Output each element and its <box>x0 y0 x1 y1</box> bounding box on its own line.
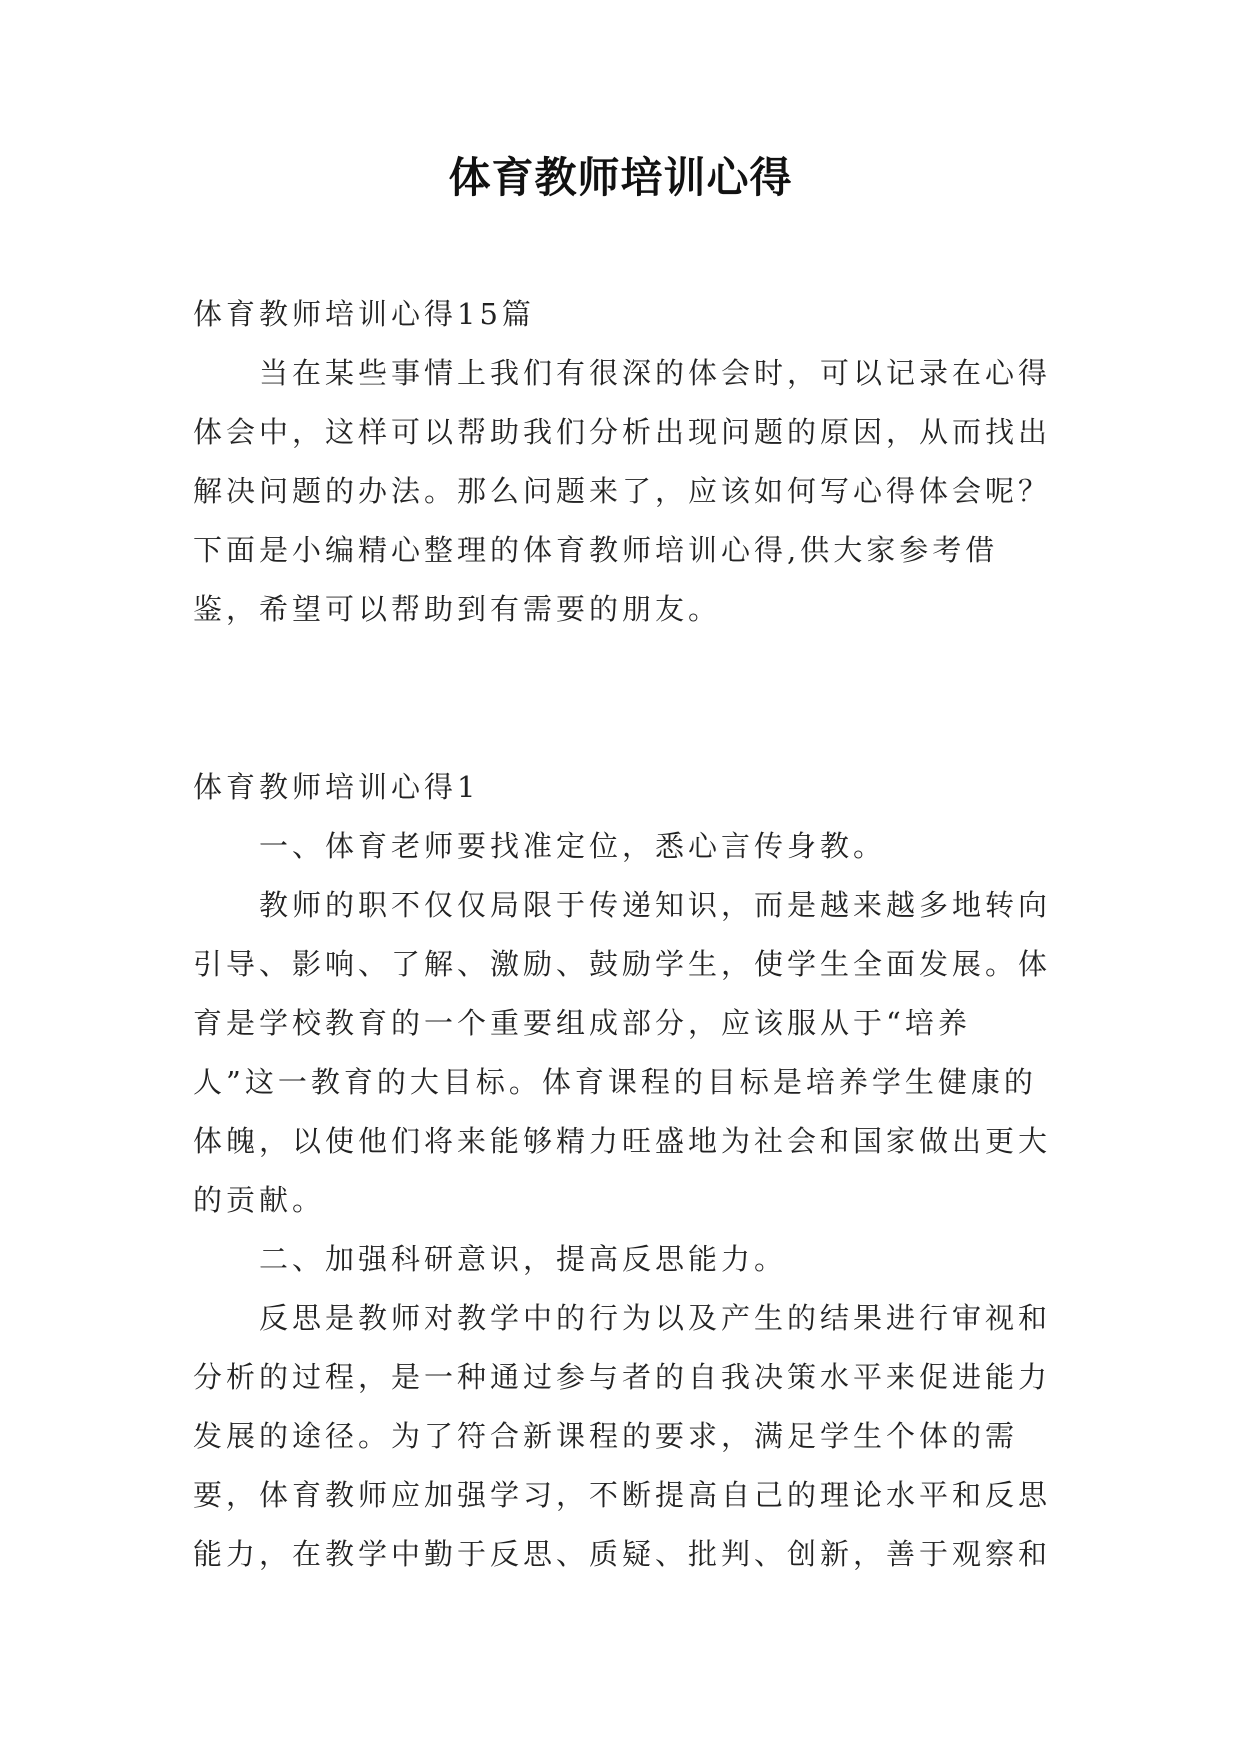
document-subtitle: 体育教师培训心得15篇 <box>193 297 535 331</box>
section-heading: 体育教师培训心得1 <box>193 770 480 804</box>
section-paragraph: 一、体育老师要找准定位，悉心言传身教。 <box>259 829 887 863</box>
intro-paragraph: 当在某些事情上我们有很深的体会时，可以记录在心得体会中，这样可以帮助我们分析出现问题的原因，从而找出解决问题的办法。那么问题来了，应该如何写心得体会呢？下面是小编精心整理的体育教师培训心得,供大家参考借鉴，希望可以帮助到有需要的朋友。 <box>193 356 1052 626</box>
section-paragraph: 反思是教师对教学中的行为以及产生的结果进行审视和分析的过程，是一种通过参与者的自我决策水平来促进能力发展的途径。为了符合新课程的要求，满足学生个体的需要，体育教师应加强学习，不断提高自己的理论水平和反思能力，在教学中勤于反思、质疑、批判、创新，善于观察和 <box>193 1301 1052 1571</box>
document-body <box>193 285 1053 1584</box>
section-paragraph: 教师的职不仅仅局限于传递知识，而是越来越多地转向引导、影响、了解、激励、鼓励学生，使学生全面发展。体育是学校教育的一个重要组成部分，应该服从于“培养人”这一教育的大目标。体育课程的目标是培养学生健康的体魄，以使他们将来能够精力旺盛地为社会和国家做出更大的贡献。 <box>193 888 1052 1217</box>
section-paragraph: 二、加强科研意识，提高反思能力。 <box>259 1242 788 1276</box>
document-title: 体育教师培训心得 <box>448 153 793 202</box>
section-spacer <box>193 639 1053 758</box>
